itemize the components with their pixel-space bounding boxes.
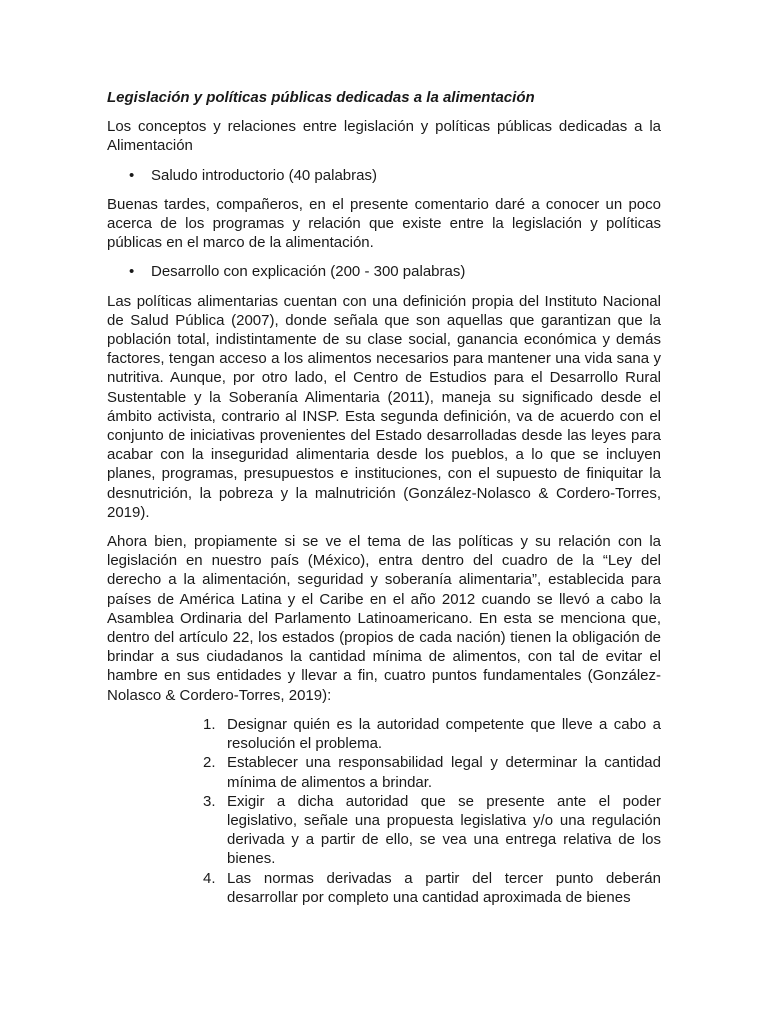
list-number: 4. — [203, 869, 216, 887]
document-page — [107, 88, 661, 907]
bullet-icon: • — [129, 166, 135, 184]
greeting-paragraph: Buenas tardes, compañeros, en el presente comentario daré a conocer un poco acerca de los programas y relación que existe entre la legislación y políticas públicas en el marco de la alimentación. — [107, 195, 661, 252]
numbered-list — [107, 715, 661, 907]
list-item — [203, 715, 661, 753]
list-item-text: Las normas derivadas a partir del tercer punto deberán desarrollar por completo una cantidad aproximada de bienes — [227, 869, 661, 906]
list-number: 1. — [203, 715, 216, 733]
bullet-list-greeting — [107, 166, 661, 185]
list-item-text: Designar quién es la autoridad competente que lleve a cabo a resolución el problema. — [227, 715, 661, 753]
list-item — [203, 792, 661, 869]
list-item — [203, 753, 661, 791]
bullet-icon: • — [129, 263, 135, 281]
bullet-text: Desarrollo con explicación (200 - 300 palabras) — [151, 263, 466, 281]
list-item — [107, 262, 661, 281]
body-paragraph: Ahora bien, propiamente si se ve el tema de las políticas y su relación con la legislación en nuestro país (México), entra dentro del cuadro de la “Ley del derecho a la alimentación, seguridad y soberanía alimentaria”, establecida para países de América Latina y el Caribe en el año 2012 cuando se llevó a cabo la Asamblea Ordinaria del Parlamento Latinoamericano. En esta se menciona que, dentro del artículo 22, los estados (propios de cada nación) tienen la obligación de brindar a sus ciudadanos la cantidad mínima de alimentos, con tal de evitar el hambre en sus entidades y llevar a fin, cuatro puntos fundamentales (González-Nolasco & Cordero-Torres, 2019): — [107, 533, 661, 704]
list-item-text: Exigir a dicha autoridad que se presente ante el poder legislativo, señale una propuesta legislativa y/o una regulación derivada y a partir de ello, se vea una entrega relativa de los bienes. — [227, 792, 661, 868]
list-item — [107, 166, 661, 185]
list-item — [203, 869, 661, 907]
bullet-text: Saludo introductorio (40 palabras) — [151, 166, 377, 184]
list-item-text: Establecer una responsabilidad legal y determinar la cantidad mínima de alimentos a brindar. — [227, 754, 661, 791]
body-paragraph: Las políticas alimentarias cuentan con una definición propia del Instituto Nacional de Salud Pública (2007), donde señala que son aquellas que garantizan que la población total, indistintamente de su clase social, ganancia económica y demás factores, tengan acceso a los alimentos necesarios para mantener una vida sana y nutritiva. Aunque, por otro lado, el Centro de Estudios para el Desarrollo Rural Sustentable y la Soberanía Alimentaria (2011), maneja su significado desde el ámbito activista, contrario al INSP. Esta segunda definición, va de acuerdo con el conjunto de iniciativas provenientes del Estado desarrolladas desde las leyes para acabar con la inseguridad alimentaria desde los pueblos, a lo que se incluyen planes, programas, presupuestos e instituciones, con el supuesto de finiquitar la desnutrición, la pobreza y la malnutrición (González-Nolasco & Cordero-Torres, 2019). — [107, 292, 661, 521]
intro-paragraph: Los conceptos y relaciones entre legislación y políticas públicas dedicadas a la Alimentación — [107, 118, 661, 155]
list-number: 3. — [203, 792, 216, 810]
list-number: 2. — [203, 754, 216, 772]
bullet-list-development — [107, 262, 661, 281]
document-title: Legislación y políticas públicas dedicadas a la alimentación — [107, 89, 535, 106]
